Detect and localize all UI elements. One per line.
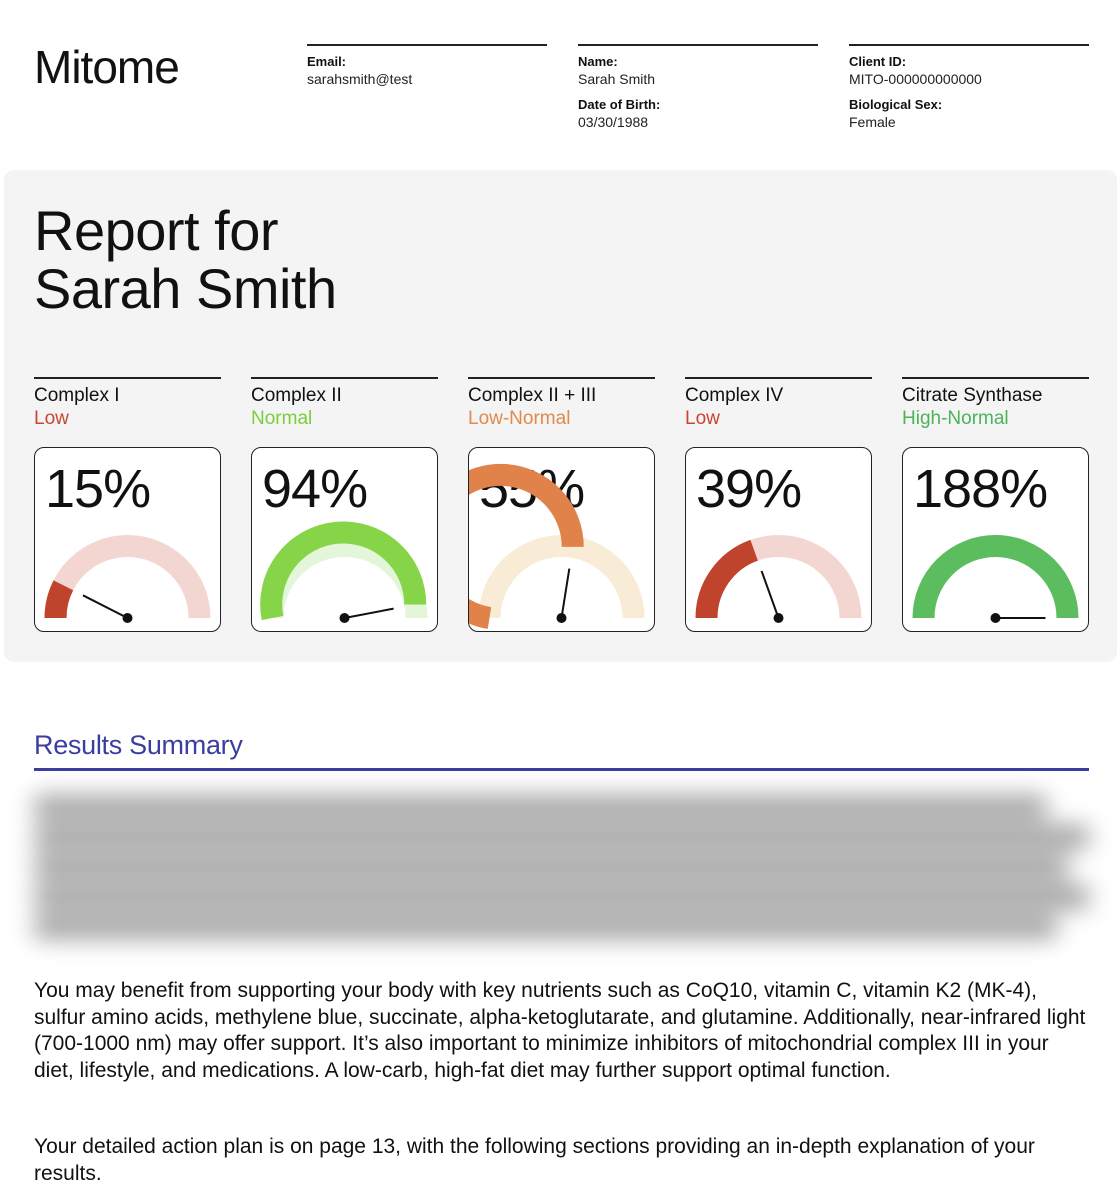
metric-4 (902, 377, 1089, 519)
sex-label: Biological Sex: (849, 97, 943, 112)
client-id-label: Client ID: (849, 54, 907, 69)
metric-name: Complex I (34, 385, 120, 406)
name-value: Sarah Smith (578, 71, 656, 87)
metric-card (902, 447, 1089, 632)
dob-value: 03/30/1988 (578, 114, 649, 130)
gauge-track (490, 546, 634, 618)
metric-name: Complex II + III (468, 385, 597, 406)
report-title (34, 199, 337, 320)
summary-paragraph-2: Your detailed action plan is on page 13, with the following sections providing an in-depth explanation of your results. (34, 1135, 1035, 1185)
metric-value: 94% (262, 459, 368, 519)
gauge (35, 448, 220, 631)
gauge-needle (345, 609, 394, 618)
metric-0 (34, 377, 221, 519)
redacted-summary-text (34, 796, 1089, 946)
logo: Mitome (34, 41, 179, 93)
email-value: sarahsmith@test (307, 71, 413, 87)
gauge-hub (991, 613, 1001, 623)
metric-1 (251, 377, 438, 519)
metric-card (685, 447, 872, 632)
gauge-fill (56, 585, 64, 618)
metric-card (468, 447, 655, 632)
gauge-fill (924, 546, 1068, 618)
metric-status: Low-Normal (468, 408, 571, 429)
results-summary-title: Results Summary (34, 730, 243, 760)
metric-divider (34, 377, 221, 379)
metric-divider (468, 377, 655, 379)
summary-paragraph-1: You may benefit from supporting your body with key nutrients such as CoQ10, vitamin C, vitamin K2 (MK-4), sulfur amino acids, methylene blue, succinate, alpha-ketoglutarate, and glutamine. Additionally, near-infrared light (700-1000 nm) may offer support. It’s also important to minimize inhibitors of mitochondrial complex III in your diet, lifestyle, and medications. A low-carb, high-fat diet may further support optimal function. (34, 979, 1086, 1082)
email-label: Email: (307, 54, 347, 69)
report-title-line1: Report for (34, 199, 278, 262)
email-block (307, 44, 547, 97)
metric-name: Complex II (251, 385, 342, 406)
metric-divider (251, 377, 438, 379)
client-block (849, 44, 1089, 140)
metric-card (34, 447, 221, 632)
gauge-needle (762, 571, 779, 618)
metric-divider (902, 377, 1089, 379)
gauge-hub (123, 613, 133, 623)
metric-3 (685, 377, 872, 519)
name-label: Name: (578, 54, 618, 69)
gauge-track (56, 546, 200, 618)
gauge (686, 448, 871, 631)
dob-label: Date of Birth: (578, 97, 661, 112)
gauge-needle (83, 595, 128, 618)
gauge (903, 448, 1088, 631)
report-title-line2: Sarah Smith (34, 257, 337, 320)
metric-value: 55% (479, 459, 585, 519)
metric-card (251, 447, 438, 632)
gauge-fill (707, 550, 755, 618)
metric-name: Complex IV (685, 385, 784, 406)
metric-value: 188% (913, 459, 1048, 519)
name-block (578, 44, 818, 140)
report-panel (4, 170, 1117, 662)
metric-value: 15% (45, 459, 151, 519)
client-id-value: MITO-000000000000 (849, 71, 982, 87)
metric-status: High-Normal (902, 408, 1009, 429)
results-divider (34, 768, 1089, 771)
metric-status: Low (34, 408, 69, 429)
gauge-needle (562, 569, 570, 618)
metric-status: Low (685, 408, 720, 429)
metric-status: Normal (251, 408, 313, 429)
gauge-hub (774, 613, 784, 623)
metric-divider (685, 377, 872, 379)
metric-2 (468, 377, 655, 519)
gauge (469, 448, 654, 631)
sex-value: Female (849, 114, 896, 130)
metric-name: Citrate Synthase (902, 385, 1043, 406)
gauge-hub (557, 613, 567, 623)
gauge-hub (340, 613, 350, 623)
metric-value: 39% (696, 459, 802, 519)
gauge (252, 448, 437, 631)
